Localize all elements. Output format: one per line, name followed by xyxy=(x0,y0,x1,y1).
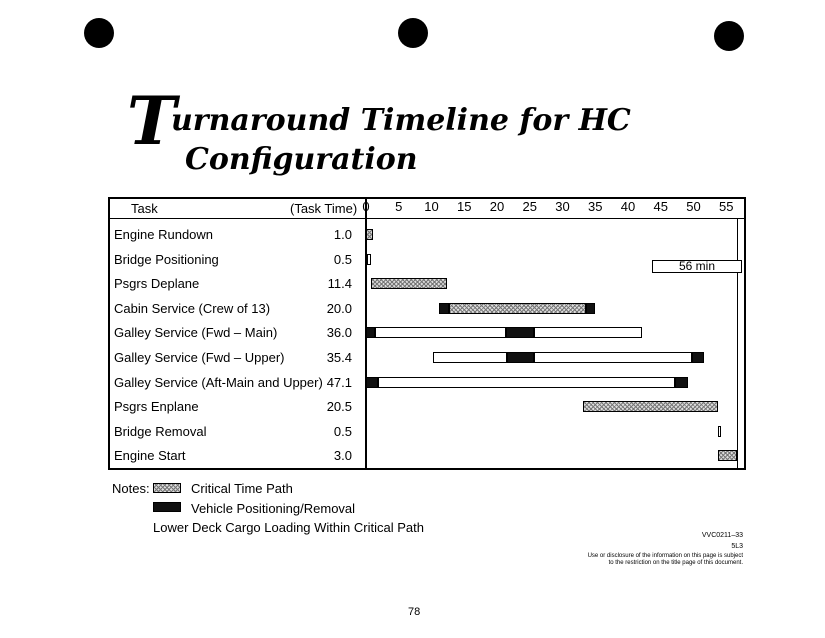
task-time: 20.5 xyxy=(326,399,352,415)
x-tick-label: 35 xyxy=(588,199,603,214)
bar-open xyxy=(433,352,508,363)
task-time: 47.1 xyxy=(326,374,352,390)
task-time: 3.0 xyxy=(333,448,352,464)
binder-hole xyxy=(398,18,428,48)
bar-vehicle xyxy=(366,377,378,388)
bar-vehicle xyxy=(586,303,595,314)
bar-critical xyxy=(366,229,373,240)
bar-critical xyxy=(718,450,737,461)
bar-critical xyxy=(449,303,587,314)
header-task: Task xyxy=(131,201,158,216)
task-name: Cabin Service (Crew of 13) xyxy=(114,300,271,316)
task-time: 0.5 xyxy=(333,251,352,267)
bar-open xyxy=(534,352,693,363)
disclosure-line-2: to the restriction on the title page of this document. xyxy=(608,560,743,566)
x-tick-label: 20 xyxy=(489,199,505,214)
task-time: 20.0 xyxy=(326,300,352,316)
bar-vehicle xyxy=(507,352,533,363)
title-line-1: urnaround Timeline for HC xyxy=(171,103,631,138)
x-tick-label: 40 xyxy=(620,199,636,214)
bar-vehicle xyxy=(506,327,534,338)
annotation-box: 56 min xyxy=(652,260,742,273)
x-tick-label: 10 xyxy=(424,199,439,214)
binder-hole xyxy=(84,18,114,48)
task-name: Bridge Positioning xyxy=(114,251,219,267)
task-name: Engine Rundown xyxy=(114,227,214,242)
bar-critical xyxy=(371,278,447,289)
bar-vehicle xyxy=(692,352,704,363)
bar-open xyxy=(718,426,721,437)
task-time: 0.5 xyxy=(333,423,352,439)
x-tick-label: 50 xyxy=(686,199,701,214)
header-task-time: (Task Time) xyxy=(290,201,358,216)
legend-swatch-vehicle xyxy=(153,502,181,512)
legend-vehicle-label: Vehicle Positioning/Removal xyxy=(191,501,356,516)
doc-code: VVC0211–33 xyxy=(701,532,743,539)
task-time: 1.0 xyxy=(333,227,352,242)
x-tick-label: 25 xyxy=(522,199,537,214)
task-time: 35.4 xyxy=(326,350,352,365)
note-cargo: Lower Deck Cargo Loading Within Critical Path xyxy=(153,520,424,535)
bar-open xyxy=(534,327,643,338)
doc-code-2: 5L3 xyxy=(731,543,743,550)
header-divider xyxy=(108,218,746,219)
bar-open xyxy=(367,254,370,265)
bar-vehicle xyxy=(675,377,688,388)
x-tick-label: 0 xyxy=(362,199,370,214)
task-name: Bridge Removal xyxy=(114,423,207,439)
task-name: Galley Service (Fwd – Main) xyxy=(114,325,278,341)
bar-vehicle xyxy=(366,327,375,338)
disclosure-line-1: Use or disclosure of the information on this page is subject xyxy=(587,553,743,559)
x-tick-label: 15 xyxy=(457,199,472,214)
task-name: Psgrs Enplane xyxy=(114,399,199,415)
bar-open xyxy=(375,327,506,338)
x-tick-label: 55 xyxy=(719,199,734,214)
title-initial: T xyxy=(127,82,177,160)
bar-vehicle xyxy=(439,303,448,314)
task-time: 36.0 xyxy=(326,325,352,341)
task-name: Psgrs Deplane xyxy=(114,276,200,292)
task-time: 11.4 xyxy=(327,276,352,292)
task-name: Galley Service (Aft-Main and Upper) xyxy=(114,374,323,390)
legend-swatch-critical xyxy=(153,483,181,493)
bar-critical xyxy=(583,401,718,412)
x-tick-label: 45 xyxy=(653,199,668,214)
binder-hole xyxy=(714,21,744,51)
title-line-2: Configuration xyxy=(185,142,418,177)
legend-critical-label: Critical Time Path xyxy=(191,481,293,496)
page-number: 78 xyxy=(408,606,421,618)
bar-open xyxy=(378,377,675,388)
task-name: Galley Service (Fwd – Upper) xyxy=(114,350,285,365)
time-limit-line xyxy=(737,218,738,470)
notes-label: Notes: xyxy=(112,481,150,496)
x-tick-label: 5 xyxy=(395,199,403,214)
x-tick-label: 30 xyxy=(555,199,570,214)
task-name: Engine Start xyxy=(114,448,186,464)
